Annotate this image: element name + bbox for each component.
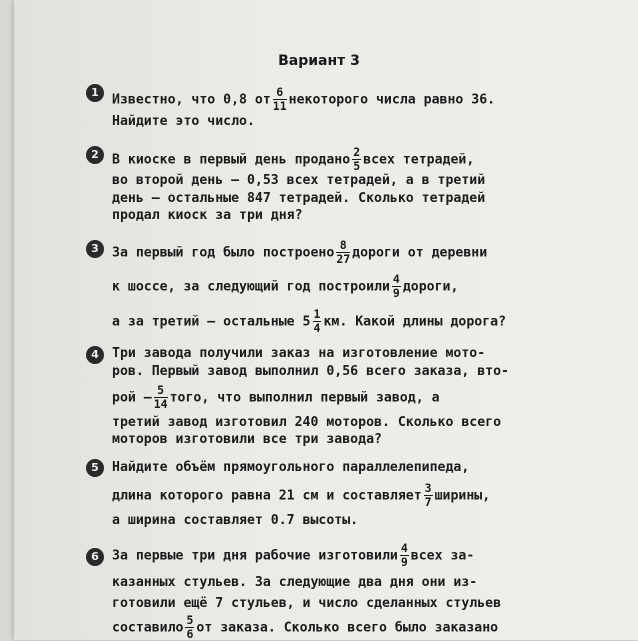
problem-line: длина которого равна 21 см и составляет $\frac{3}{7}$ ширины, <box>112 481 491 509</box>
problem-line: день — остальные 847 тетрадей. Сколько тетрадей <box>112 191 486 206</box>
fraction: $\frac{4}{9}$ <box>400 541 408 569</box>
variant-title: Вариант 3 <box>278 53 360 69</box>
problem-number-badge: 5 <box>86 459 104 477</box>
problem-line: Известно, что 0,8 от $\frac{6}{11}$ некоторого числа равно 36. <box>112 85 496 113</box>
problem-line: За первые три дня рабочие изготовили $\frac{4}{9}$ всех за- <box>112 541 475 569</box>
problem-line: Три завода получили заказ на изготовление мото- <box>112 346 486 361</box>
fraction: $\frac{2}{5}$ <box>353 145 361 173</box>
problem-line: За первый год было построено $\frac{8}{27}$ дороги от деревни <box>112 238 488 266</box>
problem-line: ров. Первый завод выполнил 0,56 всего заказа, вто- <box>112 364 509 379</box>
problem-line: третий завод изготовил 240 моторов. Сколько всего <box>112 415 502 430</box>
problem-number-badge: 6 <box>86 548 104 566</box>
problem-line: а за третий — остальные 5 $\frac{1}{4}$ км. Какой длины дорога? <box>112 307 507 335</box>
problem-line: В киоске в первый день продано $\frac{2}{5}$ всех тетрадей, <box>112 145 475 173</box>
fraction: $\frac{1}{4}$ <box>313 307 321 335</box>
problem-number-badge: 1 <box>86 84 104 102</box>
fraction: $\frac{3}{7}$ <box>424 481 432 509</box>
problem-line: Найдите это число. <box>112 114 255 129</box>
problem-number-badge: 3 <box>86 240 104 258</box>
problem-line: Найдите объём прямоугольного параллелепипеда, <box>112 460 470 475</box>
fraction: $\frac{5}{6}$ <box>186 613 194 641</box>
problem-line: рой — $\frac{5}{14}$ того, что выполнил первый завод, а <box>112 383 440 411</box>
problem-line: во второй день — 0,53 всех тетрадей, а в третий <box>112 173 486 188</box>
problem-line: казанных стульев. За следующие два дня они из- <box>112 575 478 590</box>
fraction: $\frac{4}{9}$ <box>392 272 400 300</box>
fraction: $\frac{8}{27}$ <box>336 238 351 266</box>
fraction: $\frac{6}{11}$ <box>272 85 287 113</box>
problem-line: а ширина составляет 0.7 высоты. <box>112 513 359 528</box>
problem-number-badge: 4 <box>86 346 104 364</box>
problem-line: к шоссе, за следующий год построили $\frac{4}{9}$ дороги, <box>112 272 459 300</box>
worksheet-page <box>14 0 638 640</box>
problem-number-badge: 2 <box>86 146 104 164</box>
problem-line: моторов изготовили все три завода? <box>112 432 382 447</box>
problem-line: продал киоск за три дня? <box>112 208 303 223</box>
problem-line: составило $\frac{5}{6}$ от заказа. Сколько всего было заказано <box>112 613 499 641</box>
problem-line: готовили ещё 7 стульев, и число сделанных стульев <box>112 596 502 611</box>
fraction: $\frac{5}{14}$ <box>153 383 168 411</box>
